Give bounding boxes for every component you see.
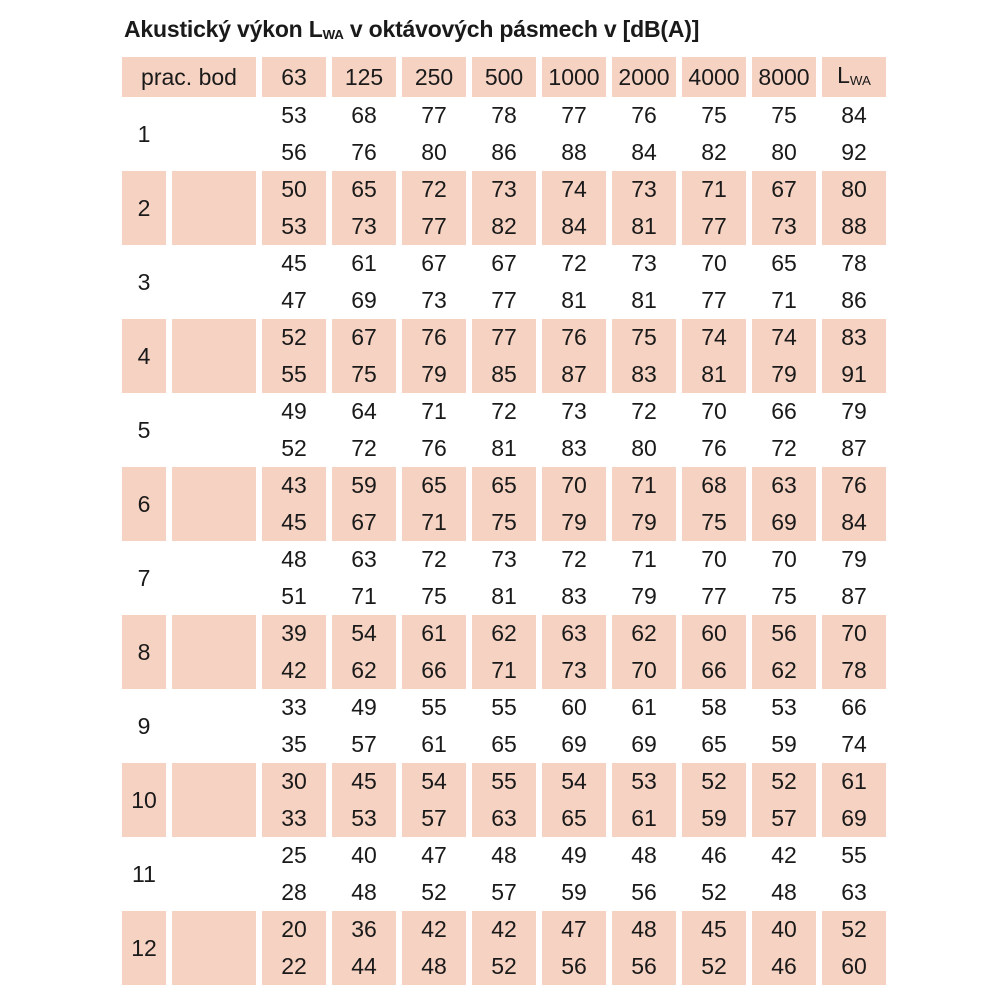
band-value-cell: 87 bbox=[542, 356, 606, 393]
band-value-cell: 65 bbox=[491, 731, 517, 757]
total-value-cell: 61 bbox=[822, 763, 886, 800]
table-row bbox=[122, 467, 886, 504]
band-value-cell: 84 bbox=[631, 139, 657, 165]
band-value-cell: 73 bbox=[472, 171, 536, 208]
mode-intake bbox=[172, 171, 256, 208]
total-value-cell: 52 bbox=[822, 911, 886, 948]
band-value-cell: 71 bbox=[612, 467, 676, 504]
total-value-cell: 70 bbox=[822, 615, 886, 652]
band-value-cell: 59 bbox=[682, 800, 746, 837]
header-total-main: L bbox=[837, 62, 850, 88]
operating-point: 3 bbox=[137, 268, 151, 295]
band-value-cell: 50 bbox=[262, 171, 326, 208]
header-total-sub: WA bbox=[849, 73, 871, 88]
band-value-cell: 79 bbox=[631, 583, 657, 609]
band-value-cell: 70 bbox=[542, 467, 606, 504]
band-value-cell: 54 bbox=[402, 763, 466, 800]
band-value-cell: 62 bbox=[332, 652, 396, 689]
band-value-cell: 55 bbox=[491, 694, 517, 720]
band-value-cell: 72 bbox=[491, 398, 517, 424]
band-value-cell: 42 bbox=[472, 911, 536, 948]
band-value-cell: 62 bbox=[752, 652, 816, 689]
mode-outlet bbox=[172, 874, 256, 911]
total-value-cell: 78 bbox=[822, 652, 886, 689]
band-value-cell: 49 bbox=[281, 398, 307, 424]
mode-outlet bbox=[172, 430, 256, 467]
table-body bbox=[122, 97, 886, 985]
total-value-cell: 78 bbox=[841, 250, 867, 276]
band-value-cell: 74 bbox=[542, 171, 606, 208]
band-value-cell: 25 bbox=[281, 842, 307, 868]
band-value-cell: 52 bbox=[262, 319, 326, 356]
operating-point: 11 bbox=[132, 860, 156, 887]
mode-intake bbox=[172, 541, 256, 578]
band-value-cell: 77 bbox=[402, 208, 466, 245]
band-value-cell: 52 bbox=[682, 763, 746, 800]
band-value-cell: 71 bbox=[771, 287, 797, 313]
mode-intake bbox=[172, 97, 256, 134]
band-value-cell: 52 bbox=[682, 948, 746, 985]
band-value-cell: 76 bbox=[351, 139, 377, 165]
band-value-cell: 40 bbox=[351, 842, 377, 868]
table-row bbox=[122, 689, 886, 726]
band-value-cell: 51 bbox=[281, 583, 307, 609]
band-value-cell: 30 bbox=[262, 763, 326, 800]
header-band: 8000 bbox=[752, 57, 816, 97]
band-value-cell: 75 bbox=[332, 356, 396, 393]
band-value-cell: 70 bbox=[612, 652, 676, 689]
band-value-cell: 52 bbox=[421, 879, 447, 905]
band-value-cell: 78 bbox=[491, 102, 517, 128]
band-value-cell: 67 bbox=[421, 250, 447, 276]
band-value-cell: 74 bbox=[752, 319, 816, 356]
table-row bbox=[122, 171, 886, 208]
band-value-cell: 81 bbox=[612, 208, 676, 245]
band-value-cell: 64 bbox=[351, 398, 377, 424]
mode-outlet bbox=[172, 948, 256, 985]
band-value-cell: 66 bbox=[771, 398, 797, 424]
header-band: 1000 bbox=[542, 57, 606, 97]
band-value-cell: 68 bbox=[351, 102, 377, 128]
band-value-cell: 56 bbox=[752, 615, 816, 652]
table-row bbox=[122, 726, 886, 763]
total-value-cell: 91 bbox=[822, 356, 886, 393]
band-value-cell: 48 bbox=[771, 879, 797, 905]
band-value-cell: 73 bbox=[332, 208, 396, 245]
operating-point: 9 bbox=[137, 712, 151, 739]
band-value-cell: 73 bbox=[631, 250, 657, 276]
band-value-cell: 82 bbox=[472, 208, 536, 245]
table-row bbox=[122, 874, 886, 911]
band-value-cell: 52 bbox=[281, 435, 307, 461]
band-value-cell: 88 bbox=[561, 139, 587, 165]
band-value-cell: 56 bbox=[542, 948, 606, 985]
band-value-cell: 45 bbox=[281, 250, 307, 276]
band-value-cell: 58 bbox=[701, 694, 727, 720]
header-total bbox=[822, 57, 886, 97]
band-value-cell: 76 bbox=[402, 319, 466, 356]
band-value-cell: 76 bbox=[631, 102, 657, 128]
band-value-cell: 60 bbox=[682, 615, 746, 652]
operating-point: 8 bbox=[122, 615, 166, 689]
table-row bbox=[122, 800, 886, 837]
band-value-cell: 62 bbox=[612, 615, 676, 652]
mode-intake bbox=[172, 393, 256, 430]
band-value-cell: 39 bbox=[262, 615, 326, 652]
band-value-cell: 63 bbox=[542, 615, 606, 652]
band-value-cell: 72 bbox=[561, 546, 587, 572]
mode-outlet bbox=[172, 652, 256, 689]
operating-point: 6 bbox=[122, 467, 166, 541]
mode-outlet bbox=[172, 504, 256, 541]
band-value-cell: 73 bbox=[491, 546, 517, 572]
total-value-cell: 86 bbox=[841, 287, 867, 313]
band-value-cell: 52 bbox=[472, 948, 536, 985]
band-value-cell: 55 bbox=[421, 694, 447, 720]
band-value-cell: 53 bbox=[771, 694, 797, 720]
band-value-cell: 73 bbox=[421, 287, 447, 313]
band-value-cell: 43 bbox=[262, 467, 326, 504]
band-value-cell: 81 bbox=[491, 435, 517, 461]
band-value-cell: 67 bbox=[332, 504, 396, 541]
band-value-cell: 71 bbox=[682, 171, 746, 208]
table-row bbox=[122, 578, 886, 615]
table-row bbox=[122, 911, 886, 948]
band-value-cell: 83 bbox=[561, 583, 587, 609]
band-value-cell: 75 bbox=[771, 102, 797, 128]
table-row bbox=[122, 652, 886, 689]
band-value-cell: 45 bbox=[262, 504, 326, 541]
table-title bbox=[124, 16, 699, 43]
operating-point: 7 bbox=[137, 564, 151, 591]
band-value-cell: 59 bbox=[561, 879, 587, 905]
header-band: 63 bbox=[262, 57, 326, 97]
band-value-cell: 59 bbox=[332, 467, 396, 504]
band-value-cell: 49 bbox=[561, 842, 587, 868]
band-value-cell: 75 bbox=[701, 102, 727, 128]
band-value-cell: 47 bbox=[542, 911, 606, 948]
band-value-cell: 70 bbox=[701, 398, 727, 424]
table-row bbox=[122, 615, 886, 652]
band-value-cell: 53 bbox=[612, 763, 676, 800]
mode-outlet bbox=[172, 578, 256, 615]
mode-outlet bbox=[172, 800, 256, 837]
sound-power-table bbox=[116, 57, 892, 985]
band-value-cell: 67 bbox=[332, 319, 396, 356]
band-value-cell: 55 bbox=[262, 356, 326, 393]
total-value-cell: 84 bbox=[841, 102, 867, 128]
band-value-cell: 56 bbox=[631, 879, 657, 905]
band-value-cell: 53 bbox=[262, 208, 326, 245]
band-value-cell: 52 bbox=[752, 763, 816, 800]
band-value-cell: 47 bbox=[421, 842, 447, 868]
title-suffix: v oktávových pásmech v [dB(A)] bbox=[343, 16, 700, 42]
operating-point: 4 bbox=[122, 319, 166, 393]
band-value-cell: 67 bbox=[491, 250, 517, 276]
mode-intake bbox=[172, 911, 256, 948]
mode-outlet bbox=[172, 356, 256, 393]
band-value-cell: 53 bbox=[332, 800, 396, 837]
band-value-cell: 62 bbox=[472, 615, 536, 652]
band-value-cell: 80 bbox=[631, 435, 657, 461]
operating-point: 10 bbox=[122, 763, 166, 837]
band-value-cell: 20 bbox=[262, 911, 326, 948]
band-value-cell: 57 bbox=[752, 800, 816, 837]
band-value-cell: 55 bbox=[472, 763, 536, 800]
table-row bbox=[122, 208, 886, 245]
band-value-cell: 83 bbox=[612, 356, 676, 393]
total-value-cell: 79 bbox=[841, 546, 867, 572]
table-row bbox=[122, 541, 886, 578]
band-value-cell: 65 bbox=[332, 171, 396, 208]
band-value-cell: 48 bbox=[402, 948, 466, 985]
band-value-cell: 77 bbox=[421, 102, 447, 128]
band-value-cell: 46 bbox=[701, 842, 727, 868]
band-value-cell: 33 bbox=[281, 694, 307, 720]
mode-outlet bbox=[172, 208, 256, 245]
band-value-cell: 81 bbox=[682, 356, 746, 393]
band-value-cell: 49 bbox=[351, 694, 377, 720]
header-band: 4000 bbox=[682, 57, 746, 97]
operating-point: 1 bbox=[137, 120, 151, 147]
total-value-cell: 60 bbox=[822, 948, 886, 985]
band-value-cell: 71 bbox=[351, 583, 377, 609]
band-value-cell: 67 bbox=[752, 171, 816, 208]
band-value-cell: 48 bbox=[281, 546, 307, 572]
table-row bbox=[122, 763, 886, 800]
band-value-cell: 47 bbox=[281, 287, 307, 313]
mode-intake bbox=[172, 245, 256, 282]
mode-intake bbox=[172, 763, 256, 800]
band-value-cell: 77 bbox=[491, 287, 517, 313]
band-value-cell: 77 bbox=[561, 102, 587, 128]
header-band: 125 bbox=[332, 57, 396, 97]
band-value-cell: 57 bbox=[351, 731, 377, 757]
table-row bbox=[122, 134, 886, 171]
band-value-cell: 61 bbox=[351, 250, 377, 276]
band-value-cell: 83 bbox=[561, 435, 587, 461]
total-value-cell: 76 bbox=[822, 467, 886, 504]
mode-intake bbox=[172, 615, 256, 652]
band-value-cell: 77 bbox=[701, 583, 727, 609]
band-value-cell: 75 bbox=[612, 319, 676, 356]
band-value-cell: 44 bbox=[332, 948, 396, 985]
band-value-cell: 52 bbox=[701, 879, 727, 905]
band-value-cell: 79 bbox=[542, 504, 606, 541]
header-band: 250 bbox=[402, 57, 466, 97]
band-value-cell: 75 bbox=[771, 583, 797, 609]
band-value-cell: 77 bbox=[682, 208, 746, 245]
band-value-cell: 65 bbox=[472, 467, 536, 504]
band-value-cell: 54 bbox=[332, 615, 396, 652]
band-value-cell: 76 bbox=[421, 435, 447, 461]
band-value-cell: 82 bbox=[701, 139, 727, 165]
band-value-cell: 80 bbox=[421, 139, 447, 165]
band-value-cell: 77 bbox=[701, 287, 727, 313]
band-value-cell: 42 bbox=[402, 911, 466, 948]
band-value-cell: 72 bbox=[771, 435, 797, 461]
band-value-cell: 73 bbox=[542, 652, 606, 689]
band-value-cell: 75 bbox=[682, 504, 746, 541]
band-value-cell: 65 bbox=[701, 731, 727, 757]
band-value-cell: 72 bbox=[561, 250, 587, 276]
band-value-cell: 70 bbox=[771, 546, 797, 572]
band-value-cell: 70 bbox=[701, 250, 727, 276]
band-value-cell: 71 bbox=[631, 546, 657, 572]
band-value-cell: 66 bbox=[402, 652, 466, 689]
band-value-cell: 80 bbox=[771, 139, 797, 165]
total-value-cell: 87 bbox=[841, 583, 867, 609]
table-row bbox=[122, 504, 886, 541]
band-value-cell: 46 bbox=[752, 948, 816, 985]
operating-point: 5 bbox=[137, 416, 151, 443]
band-value-cell: 86 bbox=[491, 139, 517, 165]
band-value-cell: 84 bbox=[542, 208, 606, 245]
band-value-cell: 69 bbox=[561, 731, 587, 757]
band-value-cell: 69 bbox=[752, 504, 816, 541]
total-value-cell: 87 bbox=[841, 435, 867, 461]
total-value-cell: 84 bbox=[822, 504, 886, 541]
title-subscript: WA bbox=[322, 27, 344, 42]
band-value-cell: 33 bbox=[262, 800, 326, 837]
table-row bbox=[122, 430, 886, 467]
mode-outlet bbox=[172, 726, 256, 763]
band-value-cell: 71 bbox=[421, 398, 447, 424]
table-row bbox=[122, 837, 886, 874]
band-value-cell: 72 bbox=[402, 171, 466, 208]
band-value-cell: 35 bbox=[281, 731, 307, 757]
band-value-cell: 48 bbox=[351, 879, 377, 905]
band-value-cell: 54 bbox=[542, 763, 606, 800]
band-value-cell: 59 bbox=[771, 731, 797, 757]
table-row bbox=[122, 97, 886, 134]
band-value-cell: 72 bbox=[631, 398, 657, 424]
band-value-cell: 81 bbox=[491, 583, 517, 609]
band-value-cell: 72 bbox=[351, 435, 377, 461]
table-row bbox=[122, 356, 886, 393]
mode-outlet bbox=[172, 134, 256, 171]
band-value-cell: 73 bbox=[612, 171, 676, 208]
band-value-cell: 57 bbox=[402, 800, 466, 837]
band-value-cell: 69 bbox=[351, 287, 377, 313]
total-value-cell: 88 bbox=[822, 208, 886, 245]
band-value-cell: 57 bbox=[491, 879, 517, 905]
band-value-cell: 48 bbox=[631, 842, 657, 868]
band-value-cell: 42 bbox=[771, 842, 797, 868]
band-value-cell: 61 bbox=[631, 694, 657, 720]
band-value-cell: 70 bbox=[701, 546, 727, 572]
band-value-cell: 74 bbox=[682, 319, 746, 356]
band-value-cell: 40 bbox=[752, 911, 816, 948]
band-value-cell: 79 bbox=[752, 356, 816, 393]
header-point: prac. bod bbox=[122, 57, 256, 97]
band-value-cell: 36 bbox=[332, 911, 396, 948]
band-value-cell: 28 bbox=[281, 879, 307, 905]
band-value-cell: 68 bbox=[682, 467, 746, 504]
total-value-cell: 83 bbox=[822, 319, 886, 356]
band-value-cell: 73 bbox=[752, 208, 816, 245]
mode-intake bbox=[172, 467, 256, 504]
band-value-cell: 65 bbox=[402, 467, 466, 504]
header-band: 500 bbox=[472, 57, 536, 97]
band-value-cell: 61 bbox=[612, 800, 676, 837]
band-value-cell: 45 bbox=[332, 763, 396, 800]
band-value-cell: 79 bbox=[612, 504, 676, 541]
band-value-cell: 75 bbox=[421, 583, 447, 609]
band-value-cell: 81 bbox=[561, 287, 587, 313]
operating-point: 12 bbox=[122, 911, 166, 985]
header-row bbox=[122, 57, 886, 97]
band-value-cell: 76 bbox=[542, 319, 606, 356]
total-value-cell: 74 bbox=[841, 731, 867, 757]
band-value-cell: 63 bbox=[752, 467, 816, 504]
band-value-cell: 75 bbox=[472, 504, 536, 541]
band-value-cell: 65 bbox=[771, 250, 797, 276]
header-band: 2000 bbox=[612, 57, 676, 97]
band-value-cell: 69 bbox=[631, 731, 657, 757]
band-value-cell: 66 bbox=[682, 652, 746, 689]
band-value-cell: 42 bbox=[262, 652, 326, 689]
table-row bbox=[122, 393, 886, 430]
operating-point: 2 bbox=[122, 171, 166, 245]
band-value-cell: 56 bbox=[612, 948, 676, 985]
band-value-cell: 79 bbox=[402, 356, 466, 393]
title-prefix: Akustický výkon L bbox=[124, 16, 323, 42]
total-value-cell: 69 bbox=[822, 800, 886, 837]
band-value-cell: 63 bbox=[472, 800, 536, 837]
table-row bbox=[122, 319, 886, 356]
total-value-cell: 92 bbox=[841, 139, 867, 165]
band-value-cell: 22 bbox=[262, 948, 326, 985]
band-value-cell: 72 bbox=[421, 546, 447, 572]
band-value-cell: 61 bbox=[421, 731, 447, 757]
total-value-cell: 55 bbox=[841, 842, 867, 868]
total-value-cell: 63 bbox=[841, 879, 867, 905]
band-value-cell: 85 bbox=[472, 356, 536, 393]
total-value-cell: 80 bbox=[822, 171, 886, 208]
total-value-cell: 79 bbox=[841, 398, 867, 424]
band-value-cell: 48 bbox=[491, 842, 517, 868]
band-value-cell: 76 bbox=[701, 435, 727, 461]
total-value-cell: 66 bbox=[841, 694, 867, 720]
band-value-cell: 71 bbox=[472, 652, 536, 689]
band-value-cell: 53 bbox=[281, 102, 307, 128]
band-value-cell: 61 bbox=[402, 615, 466, 652]
band-value-cell: 71 bbox=[402, 504, 466, 541]
band-value-cell: 56 bbox=[281, 139, 307, 165]
band-value-cell: 65 bbox=[542, 800, 606, 837]
table-row bbox=[122, 245, 886, 282]
mode-intake bbox=[172, 689, 256, 726]
mode-intake bbox=[172, 837, 256, 874]
band-value-cell: 73 bbox=[561, 398, 587, 424]
table-row bbox=[122, 282, 886, 319]
band-value-cell: 77 bbox=[472, 319, 536, 356]
band-value-cell: 63 bbox=[351, 546, 377, 572]
band-value-cell: 60 bbox=[561, 694, 587, 720]
band-value-cell: 45 bbox=[682, 911, 746, 948]
band-value-cell: 81 bbox=[631, 287, 657, 313]
band-value-cell: 48 bbox=[612, 911, 676, 948]
mode-intake bbox=[172, 319, 256, 356]
table-row bbox=[122, 948, 886, 985]
mode-outlet bbox=[172, 282, 256, 319]
